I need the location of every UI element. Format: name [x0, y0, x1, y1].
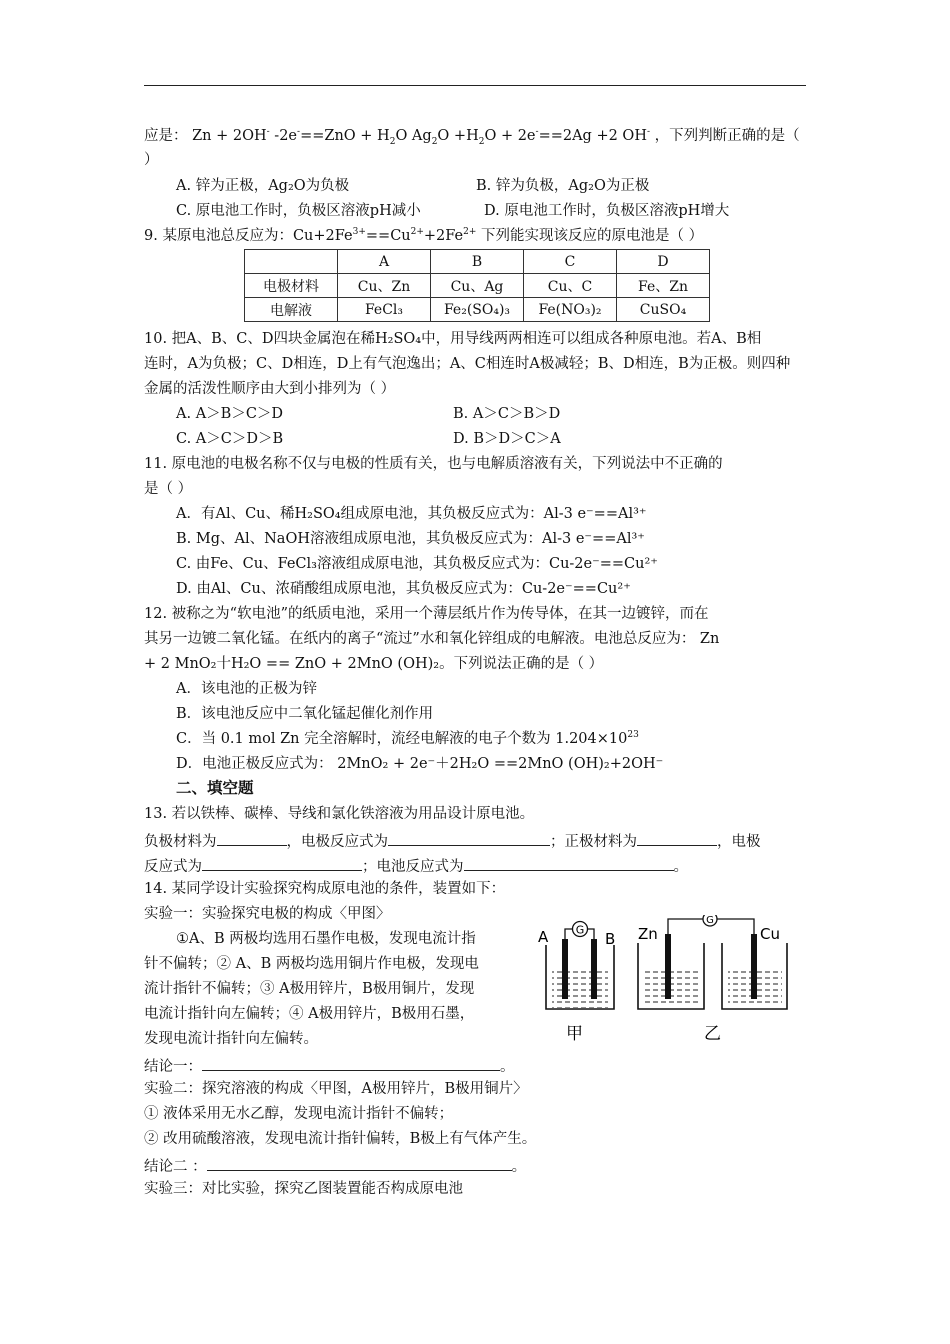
q10-option-b: B. A＞C＞B＞D — [453, 406, 561, 422]
table-row — [245, 298, 710, 322]
table-row — [245, 274, 710, 298]
q11-option-b: B. Mg、Al、NaOH溶液组成原电池，其负极反应式为：Al-3 e⁻==Al³⁺ — [176, 531, 645, 547]
q9-options-table — [244, 249, 710, 322]
table-cell: FeCl₃ — [338, 298, 431, 322]
electrode-zn — [665, 934, 671, 999]
apparatus-figure — [532, 915, 788, 1047]
table-cell: 电解液 — [245, 298, 338, 322]
svg-text:Cu: Cu — [760, 925, 780, 943]
q11-option-d: D. 由Al、Cu、浓硝酸组成原电池，其负极反应式为：Cu-2e⁻==Cu²⁺ — [176, 581, 631, 597]
q14-exp1-line3: 流计指针不偏转；③ A极用锌片，B极用铜片，发现 — [144, 981, 475, 997]
q12-line1: 12. 被称之为“软电池”的纸质电池，采用一个薄层纸片作为传导体，在其一边镀锌，而在 — [144, 606, 709, 622]
q14-exp1-title: 实验一：实验探究电极的构成〈甲图〉 — [144, 906, 391, 922]
svg-text:A: A — [538, 928, 549, 946]
table-cell: Fe₂(SO₄)₃ — [431, 298, 524, 322]
q14-exp1-line5: 发现电流计指针向左偏转。 — [144, 1031, 318, 1047]
table-cell — [245, 250, 338, 274]
answer-blank[interactable] — [637, 830, 717, 846]
q14-exp2-line2: ② 改用硫酸溶液，发现电流计指针偏转，B极上有气体产生。 — [144, 1131, 537, 1147]
table-cell: CuSO₄ — [617, 298, 710, 322]
table-cell: C — [524, 250, 617, 274]
q8-option-a: A. 锌为正极，Ag₂O为负极 — [176, 178, 350, 194]
q10-line3: 金属的活泼性顺序由大到小排列为（ ） — [144, 381, 396, 397]
header-rule — [144, 85, 806, 86]
q14-exp1-line2: 针不偏转；② A、B 两极均选用铜片作电极，发现电 — [144, 956, 479, 972]
table-cell: B — [431, 250, 524, 274]
table-cell: Fe、Zn — [617, 274, 710, 298]
table-cell: Cu、C — [524, 274, 617, 298]
q11-option-c: C. 由Fe、Cu、FeCl₃溶液组成原电池，其负极反应式为：Cu-2e⁻==Cu²⁺ — [176, 556, 658, 572]
table-cell: Fe(NO₃)₂ — [524, 298, 617, 322]
q12-option-b: B．该电池反应中二氧化锰起催化剂作用 — [176, 706, 434, 722]
q11-option-a: A．有Al、Cu、稀H₂SO₄组成原电池，其负极反应式为：Al-3 e⁻==Al³⁺ — [176, 506, 647, 522]
q14-conclusion1: 结论一： 。 — [144, 1055, 515, 1076]
q12-option-d: D．电池正极反应式为： 2MnO₂ + 2e⁻＋2H₂O ==2MnO (OH)₂+2OH⁻ — [176, 756, 664, 772]
svg-text:乙: 乙 — [704, 1024, 721, 1044]
answer-blank[interactable] — [217, 830, 287, 846]
q12-option-a: A．该电池的正极为锌 — [176, 681, 317, 697]
svg-text:G: G — [575, 923, 585, 937]
q8-option-d: D. 原电池工作时，负极区溶液pH增大 — [484, 203, 730, 219]
answer-blank[interactable] — [202, 855, 362, 871]
answer-blank[interactable] — [464, 855, 674, 871]
table-cell: Cu、Zn — [338, 274, 431, 298]
q14-conclusion2: 结论二 ： 。 — [144, 1155, 526, 1176]
q14-exp1-line1: ①A、B 两极均选用石墨作电极，发现电流计指 — [176, 931, 476, 947]
q8-line2: ） — [144, 152, 159, 168]
q11-line1: 11. 原电池的电极名称不仅与电极的性质有关，也与电解质溶液有关，下列说法中不正确的 — [144, 456, 723, 472]
q13-line1: 13. 若以铁棒、碳棒、导线和氯化铁溶液为用品设计原电池。 — [144, 806, 535, 822]
q14-exp1-line4: 电流计指针向左偏转；④ A极用锌片，B极用石墨， — [144, 1006, 475, 1022]
electrode-b — [591, 939, 597, 999]
electrolyte — [552, 968, 608, 1008]
q10-option-a: A. A＞B＞C＞D — [176, 406, 284, 422]
q14-exp2-title: 实验二：探究溶液的构成〈甲图，A极用锌片，B极用铜片〉 — [144, 1081, 528, 1097]
q8-option-c: C. 原电池工作时，负极区溶液pH减小 — [176, 203, 421, 219]
electrode-cu — [751, 934, 757, 999]
q8-option-b: B. 锌为负极，Ag₂O为正极 — [476, 178, 650, 194]
q13-line2: 负极材料为 ，电极反应式为 ；正极材料为 ，电极 — [144, 830, 761, 851]
q10-line2: 连时，A为负极；C、D相连，D上有气泡逸出；A、C相连时A极减轻；B、D相连，B为正极。则四种 — [144, 356, 791, 372]
table-header-row — [245, 250, 710, 274]
answer-blank[interactable] — [388, 830, 550, 846]
electrode-a — [562, 939, 568, 999]
q14-exp2-line1: ① 液体采用无水乙醇，发现电流计指针不偏转； — [144, 1106, 454, 1122]
svg-text:甲: 甲 — [566, 1024, 583, 1044]
table-cell: Cu、Ag — [431, 274, 524, 298]
q12-line3: + 2 MnO₂十H₂O == ZnO + 2MnO (OH)₂。下列说法正确的是（ ） — [144, 656, 604, 672]
svg-text:B: B — [605, 930, 616, 948]
table-cell: A — [338, 250, 431, 274]
q12-line2: 其另一边镀二氧化锰。在纸内的离子“流过”水和氧化锌组成的电解液。电池总反应为： Zn — [144, 631, 720, 647]
q10-option-d: D. B＞D＞C＞A — [453, 431, 561, 447]
svg-text:G: G — [706, 915, 714, 926]
q11-line2: 是（ ） — [144, 481, 193, 497]
q14-line1: 14. 某同学设计实验探究构成原电池的条件，装置如下： — [144, 881, 506, 897]
answer-blank[interactable] — [202, 1055, 500, 1071]
q9-stem: 9. 某原电池总反应为：$Cu+2Fe^{3+}==Cu^{2+}+2Fe^{2+}$ 下列能实现该反应的原电池是（ ） — [144, 227, 704, 244]
q10-line1: 10. 把A、B、C、D四块金属泡在稀H₂SO₄中，用导线两两相连可以组成各种原电池。若A、B相 — [144, 331, 762, 347]
q8-line1: 应是： Zn + 2OH- $-2e^-==ZnO + H_2O$ $Ag_2O +H_2O + 2e^-==2Ag +2$ OH- ，下列判断正确的是（ — [144, 127, 800, 147]
answer-blank[interactable] — [207, 1155, 512, 1171]
q10-option-c: C. A＞C＞D＞B — [176, 431, 284, 447]
q14-exp3-title: 实验三：对比实验，探究乙图装置能否构成原电池 — [144, 1181, 463, 1197]
table-cell: D — [617, 250, 710, 274]
section-heading: 二、填空题 — [176, 779, 254, 797]
q13-line3: 反应式为 ；电池反应式为 。 — [144, 855, 688, 876]
table-cell: 电极材料 — [245, 274, 338, 298]
svg-text:Zn: Zn — [638, 925, 658, 943]
q12-option-c: C．当 0.1 mol Zn 完全溶解时，流经电解液的电子个数为 $1.204\times 10^{23}$ — [176, 730, 639, 747]
setup-jia — [538, 922, 615, 1045]
setup-yi — [638, 915, 787, 1044]
